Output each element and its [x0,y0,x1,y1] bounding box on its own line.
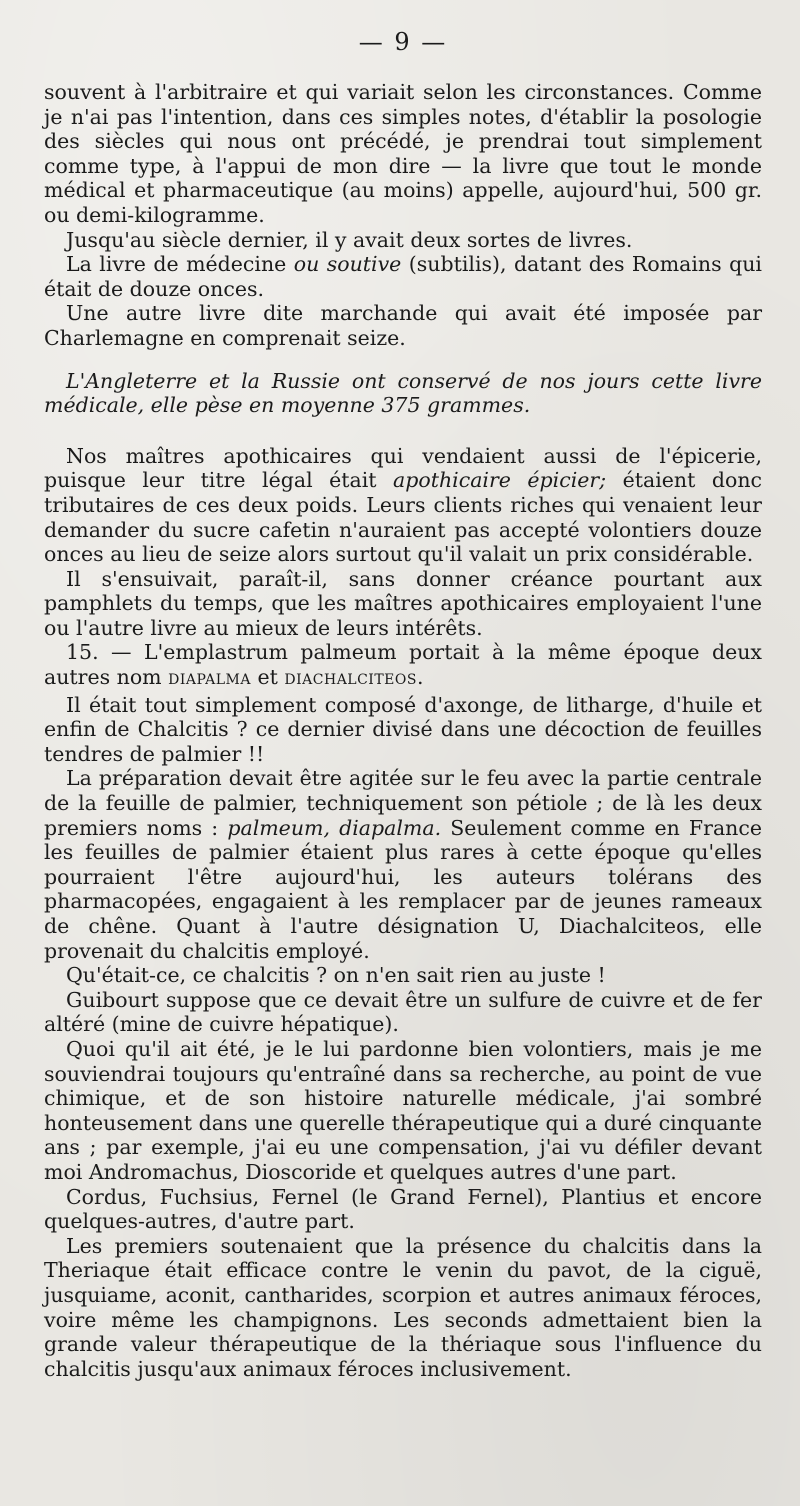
paragraph-cordus [44,1185,762,1234]
paragraph-querelle [44,1037,762,1185]
italic-text: ou soutive [293,252,402,277]
text-run: Les premiers soutenaient que la présence du chalcitis dans la Theriaque était efficace contre le venin du pavot, de la ciguë, jusquiame, aconit, cantharides, scorpion et autres animaux féroces, voire même les champignons. Les seconds admettaient bien la grande valeur thérapeutique de la thériaque sous l'influence du chalcitis jusqu'aux animaux féroces inclusivement. [44,1233,762,1381]
italic-text: L'Angleterre et la Russie ont conservé de nos jours cette livre médicale, elle pèse en moyenne 375 grammes. [44,368,762,418]
text-run: Jusqu'au siècle dernier, il y avait deux sortes de livres. [66,227,633,252]
paragraph-posologie [44,80,762,228]
text-run: Une autre livre dite marchande qui avait été imposée par Charlemagne en comprenait seize. [44,301,762,350]
italic-text: palmeum, diapalma. [227,815,442,840]
paragraph-livre-medecine [44,252,762,301]
text-run: . [416,665,424,690]
paragraph-livre-marchande [44,301,762,350]
text-run: La livre de médecine [66,252,294,277]
text-run: étaient donc tributaires de ces deux poids. Leurs clients riches qui venaient leur demander du sucre cafetin n'auraient pas accepté volontiers douze onces au lieu de seize alors surtout qu'il valait un prix considérable. [44,468,763,567]
paragraph-emplastrum-palmeum [44,640,762,692]
paragraph-question-chalcitis [44,963,762,988]
text-run: Seulement comme en France les feuilles de palmier étaient plus rares à cette époque qu'elles pourraient l'être aujourd'hui, les auteurs tolérans des pharmacopées, engagaient à les remplacer par de jeunes rameaux de chêne. Quant à l'autre désignation U, Diachalciteos, elle provenait du chalcitis employé. [44,815,762,963]
paragraph-theriaque [44,1234,762,1382]
small-caps-text: DIAPALMA [168,672,251,689]
paragraph-maitres-apothicaires [44,444,762,567]
small-caps-text: DIACHALCITEOS [284,672,417,689]
text-run: Cordus, Fuchsius, Fernel (le Grand Fernel), Plantius et encore quelques-autres, d'autre part. [44,1184,762,1234]
text-run: (subtilis), datant des Romains qui était de douze onces. [44,252,762,301]
page-number: — 9 — [358,28,448,56]
text-run: Il s'ensuivait, paraît-il, sans donner créance pourtant aux pamphlets du temps, que les maîtres apothicaires employaient l'une ou l'autre livre au mieux de leurs intérêts. [44,566,762,640]
paragraph-angleterre-russie [44,369,762,418]
text-run: souvent à l'arbitraire et qui variait selon les circonstances. Comme je n'ai pas l'intention, dans ces simples notes, d'établir la posologie des siècles qui nous ont précédé, je prendrai tout simplement comme type, à l'appui de mon dire — la livre que tout le monde médical et pharmaceutique (au moins) appelle, aujourd'hui, 500 gr. ou demi-kilogramme. [44,80,762,227]
text-run: Nos maîtres apothicaires qui vendaient aussi de l'épicerie, puisque leur titre légal était [44,443,762,493]
text-run: Qu'était-ce, ce chalcitis ? on n'en sait rien au juste ! [66,963,606,988]
paragraph-composition [44,693,762,767]
text-run: Il était tout simplement composé d'axonge, de litharge, d'huile et enfin de Chalcitis ? ce dernier divisé dans une décoction de feuilles tendres de palmier !! [44,692,762,766]
text-run: et [251,665,285,690]
text-run: La préparation devait être agitée sur le feu avec la partie centrale de la feuille de palmier, techniquement son pétiole ; de là les deux premiers noms : [44,766,762,840]
paragraph-pamphlets [44,567,762,641]
text-run: Guibourt suppose que ce devait être un sulfure de cuivre et de fer altéré (mine de cuivre hépatique). [44,987,762,1037]
text-run: 15. — L'emplastrum palmeum portait à la même époque deux autres nom [44,640,762,690]
paragraph-guibourt [44,988,762,1037]
paragraph-preparation [44,766,762,963]
italic-text: apothicaire épicier; [393,468,607,493]
paragraph-deux-livres [44,228,762,253]
text-run: Quoi qu'il ait été, je le lui pardonne bien volontiers, mais je me souviendrai toujours qu'entraîné dans sa recherche, au point de vue chimique, et de son histoire naturelle médicale, j'ai sombré honteusement dans une querelle thérapeutique qui a duré cinquante ans ; par exemple, j'ai eu une compensation, j'ai vu défiler devant moi Andromachus, Dioscoride et quelques autres d'une part. [44,1036,762,1184]
